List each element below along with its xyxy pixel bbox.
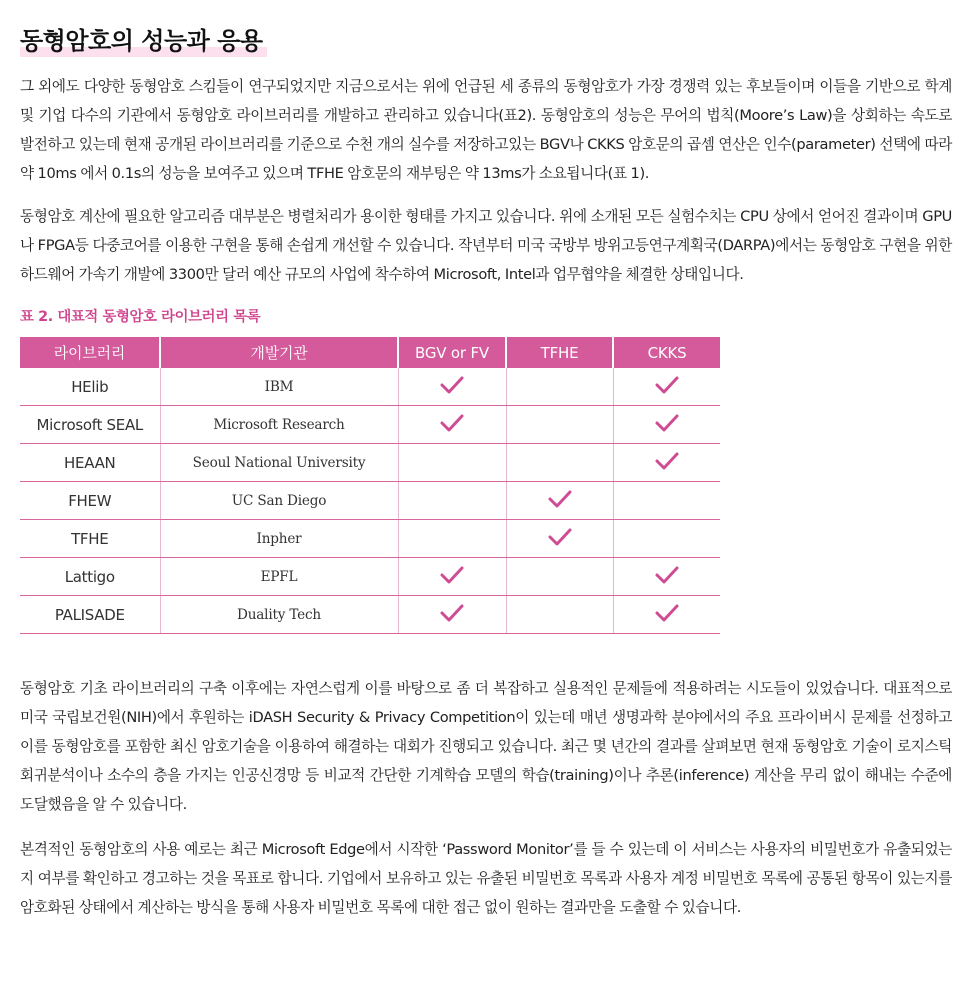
check-icon — [654, 451, 680, 475]
cell-ckks — [613, 596, 720, 634]
table-header-row — [20, 337, 720, 368]
cell-library: FHEW — [20, 482, 160, 520]
table-row — [20, 596, 720, 634]
cell-bgv — [398, 520, 506, 558]
cell-library: HEAAN — [20, 444, 160, 482]
header-bgv: BGV or FV — [398, 337, 506, 368]
header-developer: 개발기관 — [160, 337, 398, 368]
cell-ckks — [613, 558, 720, 596]
cell-bgv — [398, 406, 506, 444]
cell-tfhe — [506, 444, 613, 482]
table-body — [20, 368, 720, 634]
table-row — [20, 444, 720, 482]
cell-developer: UC San Diego — [160, 482, 398, 520]
cell-ckks — [613, 520, 720, 558]
paragraph-password-monitor: 본격적인 동형암호의 사용 예로는 최근 Microsoft Edge에서 시작한 ‘Password Monitor’를 들 수 있는데 이 서비스는 사용자의 비밀번호가 유출되었는지 여부를 확인하고 경고하는 것을 목표로 합니다. 기업에서 보유하고 있는 유출된 비밀번호 목록과 사용자 계정 비밀번호 목록에 공통된 항목이 있는지를 암호화된 상태에서 계산하는 방식을 통해 사용자 비밀번호 목록에 대한 접근 없이 원하는 결과만을 도출할 수 있습니다. — [20, 841, 952, 916]
cell-library: HElib — [20, 368, 160, 406]
cell-tfhe — [506, 558, 613, 596]
table-row — [20, 482, 720, 520]
paragraph-applications: 동형암호 기초 라이브러리의 구축 이후에는 자연스럽게 이를 바탕으로 좀 더 복잡하고 실용적인 문제들에 적용하려는 시도들이 있었습니다. 대표적으로 미국 국립보건원(NIH)에서 후원하는 iDASH Security & Privacy Competition이 있는데 매년 생명과학 분야에서의 주요 프라이버시 문제를 선정하고 이를 동형암호를 포함한 최신 암호기술을 이용하여 해결하는 대회가 진행되고 있습니다. 최근 몇 년간의 결과를 살펴보면 현재 동형암호 기술이 로지스틱 회귀분석이나 소수의 층을 가지는 인공신경망 등 비교적 간단한 기계학습 모델의 학습(training)이나 추론(inference) 계산을 무리 없이 해내는 수준에 도달했음을 알 수 있습니다. — [20, 680, 952, 813]
header-ckks: CKKS — [613, 337, 720, 368]
cell-library: TFHE — [20, 520, 160, 558]
check-icon — [654, 603, 680, 627]
check-icon — [654, 413, 680, 437]
cell-developer: EPFL — [160, 558, 398, 596]
check-icon — [654, 565, 680, 589]
cell-library: PALISADE — [20, 596, 160, 634]
cell-library: Microsoft SEAL — [20, 406, 160, 444]
check-icon — [547, 527, 573, 551]
cell-bgv — [398, 596, 506, 634]
table-row — [20, 368, 720, 406]
title-wrap — [20, 24, 263, 58]
cell-ckks — [613, 368, 720, 406]
cell-developer: Inpher — [160, 520, 398, 558]
check-icon — [439, 565, 465, 589]
header-tfhe: TFHE — [506, 337, 613, 368]
cell-library: Lattigo — [20, 558, 160, 596]
cell-tfhe — [506, 520, 613, 558]
paragraph-performance: 그 외에도 다양한 동형암호 스킴들이 연구되었지만 지금으로서는 위에 언급된 세 종류의 동형암호가 가장 경쟁력 있는 후보들이며 이들을 기반으로 학계 및 기업 다수의 기관에서 동형암호 라이브러리를 개발하고 관리하고 있습니다(표2). 동형암호의 성능은 무어의 법칙(Moore’s Law)을 상회하는 속도로 발전하고 있는데 현재 공개된 라이브러리를 기준으로 수천 개의 실수를 저장하고있는 BGV나 CKKS 암호문의 곱셈 연산은 인수(parameter) 선택에 따라 약 10ms 에서 0.1s의 성능을 보여주고 있으며 TFHE 암호문의 재부팅은 약 13ms가 소요됩니다(표 1). — [20, 78, 952, 182]
table-caption: 표 2. 대표적 동형암호 라이브러리 목록 — [20, 309, 261, 325]
table-row — [20, 520, 720, 558]
cell-ckks — [613, 444, 720, 482]
check-icon — [654, 375, 680, 399]
cell-developer: Microsoft Research — [160, 406, 398, 444]
cell-tfhe — [506, 482, 613, 520]
cell-ckks — [613, 406, 720, 444]
cell-ckks — [613, 482, 720, 520]
cell-bgv — [398, 482, 506, 520]
cell-developer: IBM — [160, 368, 398, 406]
cell-tfhe — [506, 406, 613, 444]
cell-bgv — [398, 368, 506, 406]
cell-bgv — [398, 444, 506, 482]
cell-developer: Duality Tech — [160, 596, 398, 634]
table-row — [20, 558, 720, 596]
cell-bgv — [398, 558, 506, 596]
header-library: 라이브러리 — [20, 337, 160, 368]
page-title: 동형암호의 성능과 응용 — [20, 27, 263, 55]
library-table — [20, 337, 720, 634]
cell-developer: Seoul National University — [160, 444, 398, 482]
check-icon — [439, 603, 465, 627]
cell-tfhe — [506, 596, 613, 634]
table-row — [20, 406, 720, 444]
check-icon — [547, 489, 573, 513]
check-icon — [439, 375, 465, 399]
paragraph-parallel: 동형암호 계산에 필요한 알고리즘 대부분은 병렬처리가 용이한 형태를 가지고 있습니다. 위에 소개된 모든 실험수치는 CPU 상에서 얻어진 결과이며 GPU나 FPGA등 다중코어를 이용한 구현을 통해 손쉽게 개선할 수 있습니다. 작년부터 미국 국방부 방위고등연구계획국(DARPA)에서는 동형암호 구현을 위한 하드웨어 가속기 개발에 3300만 달러 예산 규모의 사업에 착수하여 Microsoft, Intel과 업무협약을 체결한 상태입니다. — [20, 208, 952, 283]
cell-tfhe — [506, 368, 613, 406]
check-icon — [439, 413, 465, 437]
